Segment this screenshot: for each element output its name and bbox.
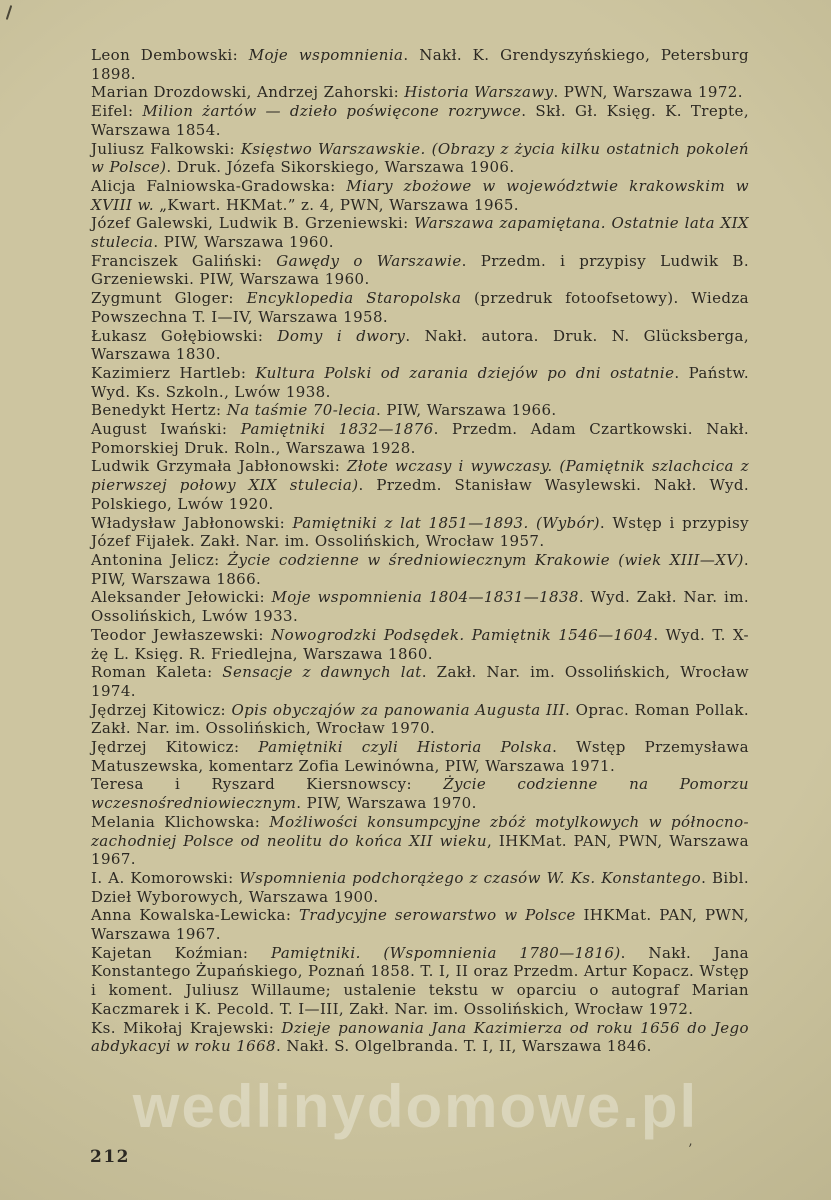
bibliography-list (91, 46, 749, 1056)
entry-text-segment: . PIW, Warszawa 1960. (153, 233, 334, 252)
entry-text-segment: Melania Klichowska: (91, 812, 270, 831)
entry-title-segment: Wspomnienia podchorążego z czasów W. Ks. Konstantego (239, 868, 702, 887)
entry-text-segment: . Wstęp i przypisy Józef Fijałek. Zakł. Nar. im. Ossolińskich, Wrocław 1957. (91, 513, 749, 551)
entry-text-segment: . Wyd. Zakł. Nar. im. Ossolińskich, Lwów 1933. (91, 588, 750, 626)
bibliography-entry (91, 289, 749, 326)
pen-mark (6, 5, 13, 20)
entry-title-segment: Milion żartów — dzieło poświęcone rozrywce (142, 102, 522, 121)
stray-apostrophe-mark: ’ (688, 1142, 693, 1158)
entry-text-segment: Juliusz Falkowski: (91, 139, 241, 158)
bibliography-entry (91, 626, 749, 663)
bibliography-entry (91, 420, 749, 457)
entry-title-segment: Tradycyjne serowarstwo w Polsce (298, 906, 576, 925)
entry-text-segment: . Przedm. Stanisław Wasylewski. Nakł. Wyd. Polskiego, Lwów 1920. (91, 476, 749, 513)
bibliography-entry (91, 364, 749, 401)
entry-text-segment: . Skł. Gł. Księg. K. Trepte, Warszawa 1854. (91, 102, 749, 139)
entry-text-segment: Marian Drozdowski, Andrzej Zahorski: (91, 83, 405, 102)
page-number: 212 (90, 1147, 130, 1167)
bibliography-entry (91, 588, 749, 625)
entry-text-segment: Władysław Jabłonowski: (91, 513, 293, 532)
entry-text-segment: . Wstęp Przemysława Matuszewska, komentarz Zofia Lewinówna, PIW, Warszawa 1971. (91, 738, 749, 775)
entry-text-segment: Teresa i Ryszard Kiersnowscy: (91, 775, 444, 794)
entry-text-segment: . PWN, Warszawa 1972. (553, 83, 743, 102)
entry-text-segment: , IHKMat. PAN, PWN, Warszawa 1967. (91, 831, 749, 869)
bibliography-entry (91, 457, 749, 513)
entry-text-segment: Leon Dembowski: (91, 46, 249, 64)
bibliography-entry (91, 83, 749, 102)
entry-text-segment: Teodor Jewłaszewski: (91, 625, 272, 644)
entry-text-segment: Anna Kowalska-Lewicka: (91, 906, 299, 925)
bibliography-entry (91, 401, 749, 420)
entry-text-segment: . Państw. Wyd. Ks. Szkoln., Lwów 1938. (91, 363, 749, 401)
entry-text-segment: . Druk. Józefa Sikorskiego, Warszawa 1906. (166, 158, 515, 177)
entry-text-segment: . Przedm. i przypisy Ludwik B. Grzeniewski. PIW, Warszawa 1960. (91, 251, 749, 289)
entry-text-segment: Józef Galewski, Ludwik B. Grzeniewski: (91, 214, 415, 233)
entry-title-segment: Dzieje panowania Jana Kazimierza od roku 1656 do Jego abdykacyi w roku 1668 (91, 1018, 749, 1056)
entry-text-segment: Łukasz Gołębiowski: (91, 326, 278, 345)
entry-title-segment: Nowogrodzki Podsędek. Pamiętnik 1546—1604 (271, 625, 654, 644)
entry-text-segment: . Przedm. Adam Czartkowski. Nakł. Pomorskiej Druk. Roln., Warszawa 1928. (91, 420, 749, 457)
entry-text-segment: August Iwański: (91, 420, 241, 439)
entry-text-segment: (przedruk fotoofsetowy). Wiedza Powszechna T. I—IV, Warszawa 1958. (91, 289, 749, 326)
entry-title-segment: Życie codzienne na Pomorzu wczesnośredniowiecznym (91, 775, 749, 813)
entry-text-segment: Kajetan Koźmian: (91, 943, 271, 962)
bibliography-entry (91, 738, 749, 775)
entry-title-segment: Miary zbożowe w województwie krakowskim w XVIII w. (91, 176, 750, 214)
entry-text-segment: . Wyd. T. X-żę L. Księg. R. Friedlejna, Warszawa 1860. (91, 625, 750, 663)
entry-title-segment: Historia Warszawy (404, 83, 554, 102)
bibliography-entry (91, 813, 749, 869)
entry-title-segment: Pamiętniki 1832—1876 (240, 420, 434, 439)
bibliography-entry (91, 252, 749, 289)
entry-title-segment: Kultura Polski od zarania dziejów po dni ostatnie (255, 363, 675, 382)
entry-title-segment: Życie codzienne w średniowiecznym Krakowie (wiek XIII—XV) (227, 550, 744, 569)
entry-text-segment: . Nakł. S. Olgelbranda. T. I, II, Warszawa 1846. (276, 1037, 652, 1056)
entry-title-segment: Księstwo Warszawskie. (Obrazy z życia kilku ostatnich pokoleń w Polsce) (91, 139, 749, 177)
bibliography-entry (91, 906, 749, 943)
bibliography-entry (91, 944, 749, 1019)
bibliography-entry (91, 177, 749, 214)
bibliography-entry (91, 1019, 749, 1056)
entry-title-segment: Moje wspomnienia (248, 46, 404, 64)
bibliography-entry (91, 46, 749, 83)
entry-title-segment: Moje wspomnienia 1804—1831—1838 (271, 588, 579, 607)
entry-title-segment: Domy i dwory (277, 326, 406, 345)
entry-text-segment: Ludwik Grzymała Jabłonowski: (91, 457, 347, 476)
entry-text-segment: Roman Kaleta: (91, 663, 223, 682)
entry-text-segment: „Kwart. HKMat.” z. 4, PWN, Warszawa 1965. (154, 195, 519, 214)
entry-text-segment: . PIW, Warszawa 1966. (376, 401, 557, 420)
bibliography-entry (91, 140, 749, 177)
entry-text-segment: . Nakł. Jana Konstantego Żupańskiego, Poznań 1858. T. I, II oraz Przedm. Artur Kopacz. Wstęp i koment. Juliusz Willaume; ustalenie tekstu w oparciu o autograf Marian Kaczmarek i K. Pecold. T. I—III, Zakł. Nar. im. Ossolińskich, Wrocław 1972. (91, 943, 750, 1018)
watermark: wedlinydomowe.pl (132, 1073, 699, 1140)
entry-title-segment: Złote wczasy i wywczasy. (Pamiętnik szlachcica z pierwszej połowy XIX stulecia) (91, 457, 749, 495)
bibliography-entry (91, 869, 749, 906)
entry-text-segment: . PIW, Warszawa 1866. (91, 550, 749, 588)
entry-title-segment: Możliwości konsumpcyjne zbóż motylkowych w północno-zachodniej Polsce od neolitu do końca XII wieku (91, 812, 749, 850)
entry-title-segment: Encyklopedia Staropolska (246, 289, 462, 308)
entry-text-segment: . PIW, Warszawa 1970. (296, 794, 477, 813)
entry-text-segment: Franciszek Galiński: (91, 251, 277, 270)
entry-title-segment: Warszawa zapamiętana. Ostatnie lata XIX stulecia (91, 214, 750, 252)
entry-text-segment: . Zakł. Nar. im. Ossolińskich, Wrocław 1974. (91, 663, 749, 700)
entry-text-segment: . Nakł. autora. Druk. N. Glücksberga, Warszawa 1830. (91, 326, 749, 364)
entry-title-segment: Gawędy o Warszawie (276, 251, 462, 270)
bibliography-entry (91, 551, 749, 588)
entry-text-segment: Ks. Mikołaj Krajewski: (91, 1018, 282, 1037)
bibliography-entry (91, 102, 749, 139)
entry-text-segment: Zygmunt Gloger: (91, 289, 247, 308)
bibliography-entry (91, 214, 749, 251)
entry-text-segment: Benedykt Hertz: (91, 401, 227, 420)
bibliography-entry (91, 327, 749, 364)
bibliography-entry (91, 663, 749, 700)
entry-text-segment: . Nakł. K. Grendyszyńskiego, Petersburg 1898. (91, 46, 750, 83)
entry-text-segment: Jędrzej Kitowicz: (91, 700, 232, 719)
bibliography-entry (91, 514, 749, 551)
entry-title-segment: Pamiętniki. (Wspomnienia 1780—1816) (271, 943, 621, 962)
entry-title-segment: Opis obyczajów za panowania Augusta III (231, 700, 566, 719)
entry-title-segment: Pamiętniki z lat 1851—1893. (Wybór) (292, 513, 600, 532)
entry-text-segment: Antonina Jelicz: (91, 550, 228, 569)
entry-text-segment: . Oprac. Roman Pollak. Zakł. Nar. im. Ossolińskich, Wrocław 1970. (91, 700, 749, 738)
entry-text-segment: I. A. Komorowski: (91, 868, 240, 887)
entry-text-segment: IHKMat. PAN, PWN, Warszawa 1967. (91, 906, 749, 944)
bibliography-entry (91, 701, 749, 738)
entry-title-segment: Na taśmie 70-lecia (226, 401, 377, 420)
entry-text-segment: . Bibl. Dzieł Wyborowych, Warszawa 1900. (91, 868, 749, 906)
entry-text-segment: Aleksander Jełowicki: (91, 588, 272, 607)
entry-text-segment: Kazimierz Hartleb: (91, 363, 256, 382)
bibliography-entry (91, 775, 749, 812)
entry-text-segment: Alicja Falniowska-Gradowska: (91, 176, 347, 195)
entry-title-segment: Sensacje z dawnych lat (222, 663, 422, 682)
entry-text-segment: Eifel: (91, 102, 143, 121)
entry-text-segment: Jędrzej Kitowicz: (91, 738, 259, 757)
entry-title-segment: Pamiętniki czyli Historia Polska (258, 738, 553, 757)
